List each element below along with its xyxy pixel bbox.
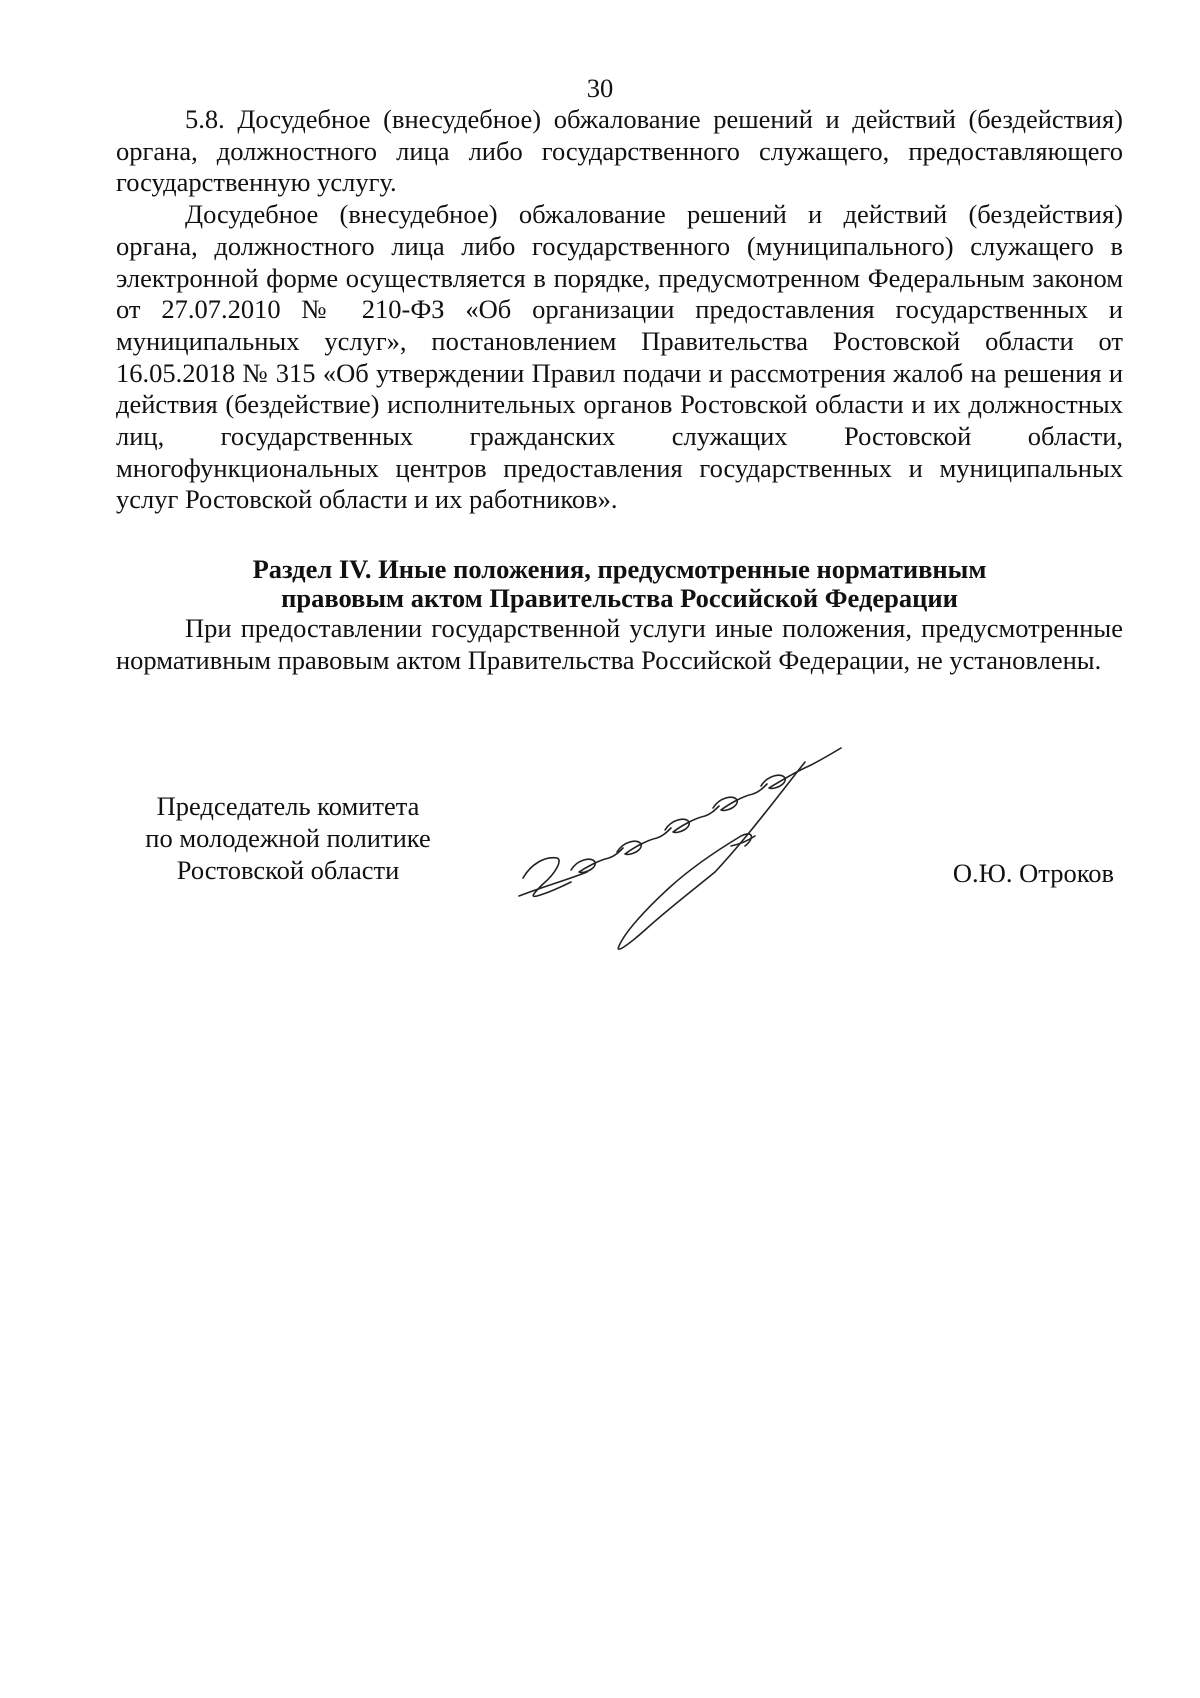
signatory-name: О.Ю. Отроков [952, 858, 1114, 888]
page-number: 30 [586, 73, 614, 103]
section-4-heading [116, 555, 1123, 613]
section-5-8-title-paragraph: 5.8. Досудебное (внесудебное) обжалование решений и действий (бездействия) органа, должностного лица либо государственного служащего, предоставляющего государственную услугу. [116, 104, 1123, 198]
section-5-8-body-paragraph: Досудебное (внесудебное) обжалование решений и действий (бездействия) органа, должностного лица либо государственного (муниципального) служащего в электронной форме осуществляется в порядке, предусмотренном Федеральным законом от 27.07.2010 № 210-ФЗ «Об организации предоставления государственных и муниципальных услуг», постановлением Правительства Ростовской области от 16.05.2018 № 315 «Об утверждении Правил подачи и рассмотрения жалоб на решения и действия (бездействие) исполнительных органов Ростовской области и их должностных лиц, государственных гражданских служащих Ростовской области, многофункциональных центров предоставления государственных и муниципальных услуг Ростовской области и их работников». [116, 199, 1123, 515]
signatory-position-line-2: по молодежной политике [145, 823, 431, 853]
signature-block [0, 790, 1200, 980]
signatory-position [118, 790, 458, 886]
section-4-heading-line-2: правовым актом Правительства Российской Федерации [281, 583, 958, 614]
section-4-paragraph: При предоставлении государственной услуги иные положения, предусмотренные нормативным правовым актом Правительства Российской Федерации, не установлены. [116, 613, 1123, 675]
section-4-heading-line-1: Раздел IV. Иные положения, предусмотренные нормативным [252, 554, 987, 585]
handwritten-signature-icon [505, 740, 895, 970]
signatory-position-line-3: Ростовской области [176, 855, 400, 885]
signatory-position-line-1: Председатель комитета [156, 791, 420, 821]
document-body [116, 104, 1123, 677]
